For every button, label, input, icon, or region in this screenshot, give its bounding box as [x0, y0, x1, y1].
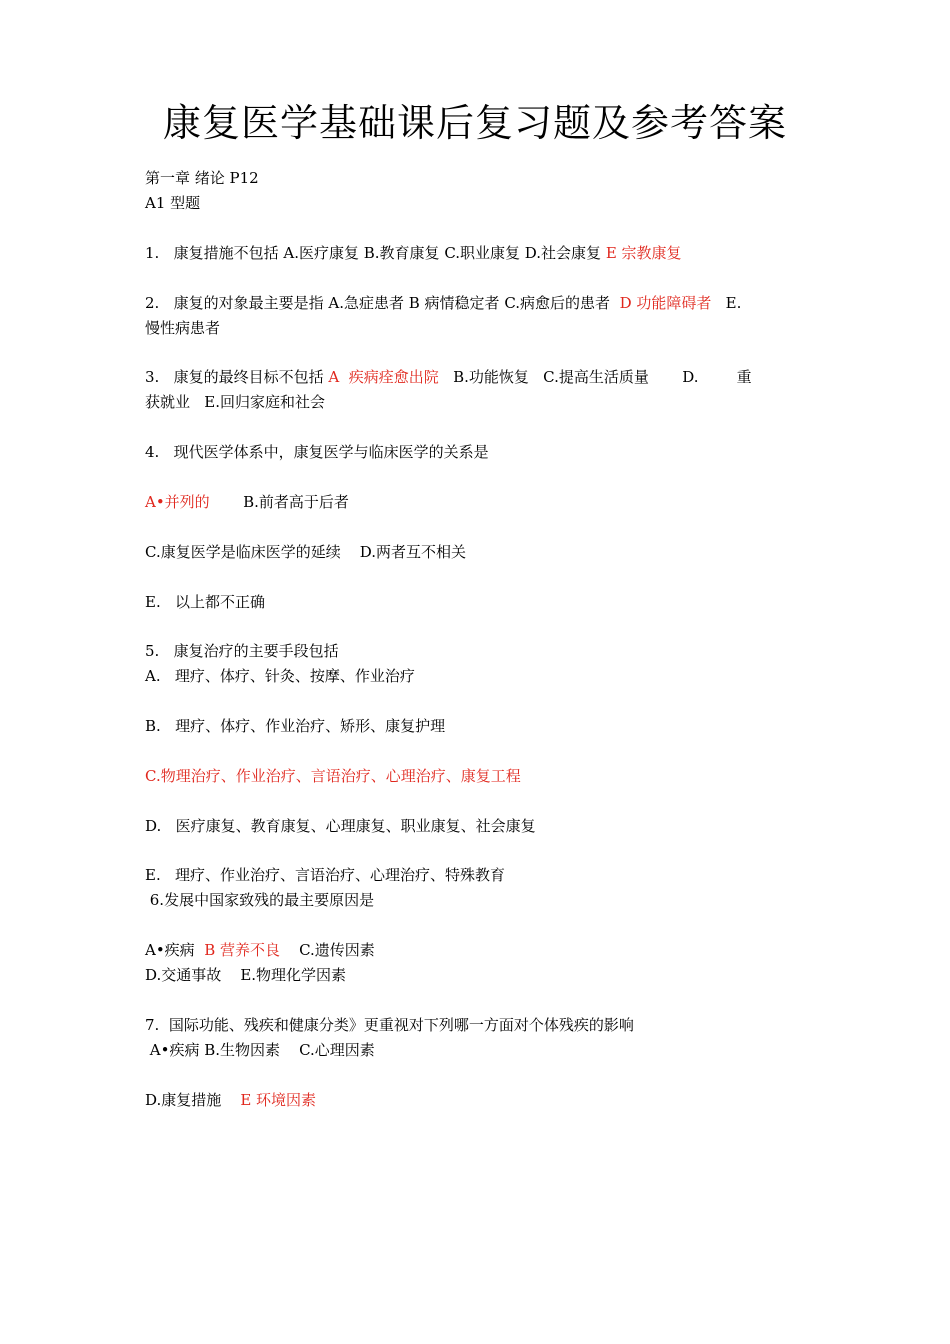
question-7-options-de	[145, 1089, 316, 1111]
question-2-answer: D 功能障碍者	[619, 294, 712, 312]
question-type-heading: A1 型题	[145, 194, 201, 212]
question-4-option-b: B.前者高于后者	[209, 493, 349, 511]
question-7-options-abc: A•疾病 B.生物因素 C.心理因素	[145, 1041, 375, 1059]
question-3-rest: B.功能恢复 C.提高生活质量 D. 重	[438, 368, 752, 386]
question-1-stem: 1. 康复措施不包括 A.医疗康复 B.教育康复 C.职业康复 D.社会康复	[145, 244, 606, 262]
question-2-stem: 2. 康复的对象最主要是指 A.急症患者 B 病情稳定者 C.病愈后的患者	[145, 294, 620, 312]
question-5-option-b: B. 理疗、体疗、作业治疗、矫形、康复护理	[145, 717, 446, 735]
question-7-answer: E 环境因素	[240, 1091, 317, 1109]
question-6-option-a: A•疾病	[145, 941, 205, 959]
question-3	[145, 366, 752, 388]
chapter-heading: 第一章 绪论 P12	[145, 169, 259, 187]
question-3-stem: 3. 康复的最终目标不包括	[145, 368, 329, 386]
question-7-option-d: D.康复措施	[145, 1091, 241, 1109]
question-2	[145, 292, 741, 314]
question-5-stem: 5. 康复治疗的主要手段包括	[145, 642, 339, 660]
question-4-option-e: E. 以上都不正确	[145, 593, 266, 611]
question-4-stem: 4. 现代医学体系中，康复医学与临床医学的关系是	[145, 443, 489, 461]
question-6-options-abc	[145, 939, 375, 961]
question-6-option-c: C.遗传因素	[280, 941, 375, 959]
question-5-option-d: D. 医疗康复、教育康复、心理康复、职业康复、社会康复	[145, 817, 536, 835]
question-4-options-ab	[145, 491, 349, 513]
question-6-stem: 6.发展中国家致残的最主要原因是	[145, 891, 375, 909]
question-6-options-de: D.交通事故 E.物理化学因素	[145, 966, 347, 984]
document-title: 康复医学基础课后复习题及参考答案	[162, 101, 787, 145]
question-1-answer: E 宗教康复	[605, 244, 682, 262]
question-4-options-cd: C.康复医学是临床医学的延续 D.两者互不相关	[145, 543, 467, 561]
question-4-answer: A•并列的	[145, 493, 210, 511]
question-1	[145, 242, 682, 264]
question-5-option-a: A. 理疗、体疗、针灸、按摩、作业治疗	[145, 667, 415, 685]
question-3-answer: A 疾病痊愈出院	[328, 368, 439, 386]
question-2-line-2: 慢性病患者	[145, 319, 221, 337]
question-2-rest: E.	[711, 294, 742, 312]
question-7-stem: 7. 国际功能、残疾和健康分类》更重视对下列哪一方面对个体残疾的影响	[145, 1016, 634, 1034]
question-5-answer: C.物理治疗、作业治疗、言语治疗、心理治疗、康复工程	[145, 767, 521, 785]
question-3-line-2: 获就业 E.回归家庭和社会	[145, 393, 326, 411]
question-6-answer: B 营养不良	[204, 941, 281, 959]
question-5-option-e: E. 理疗、作业治疗、言语治疗、心理治疗、特殊教育	[145, 866, 506, 884]
